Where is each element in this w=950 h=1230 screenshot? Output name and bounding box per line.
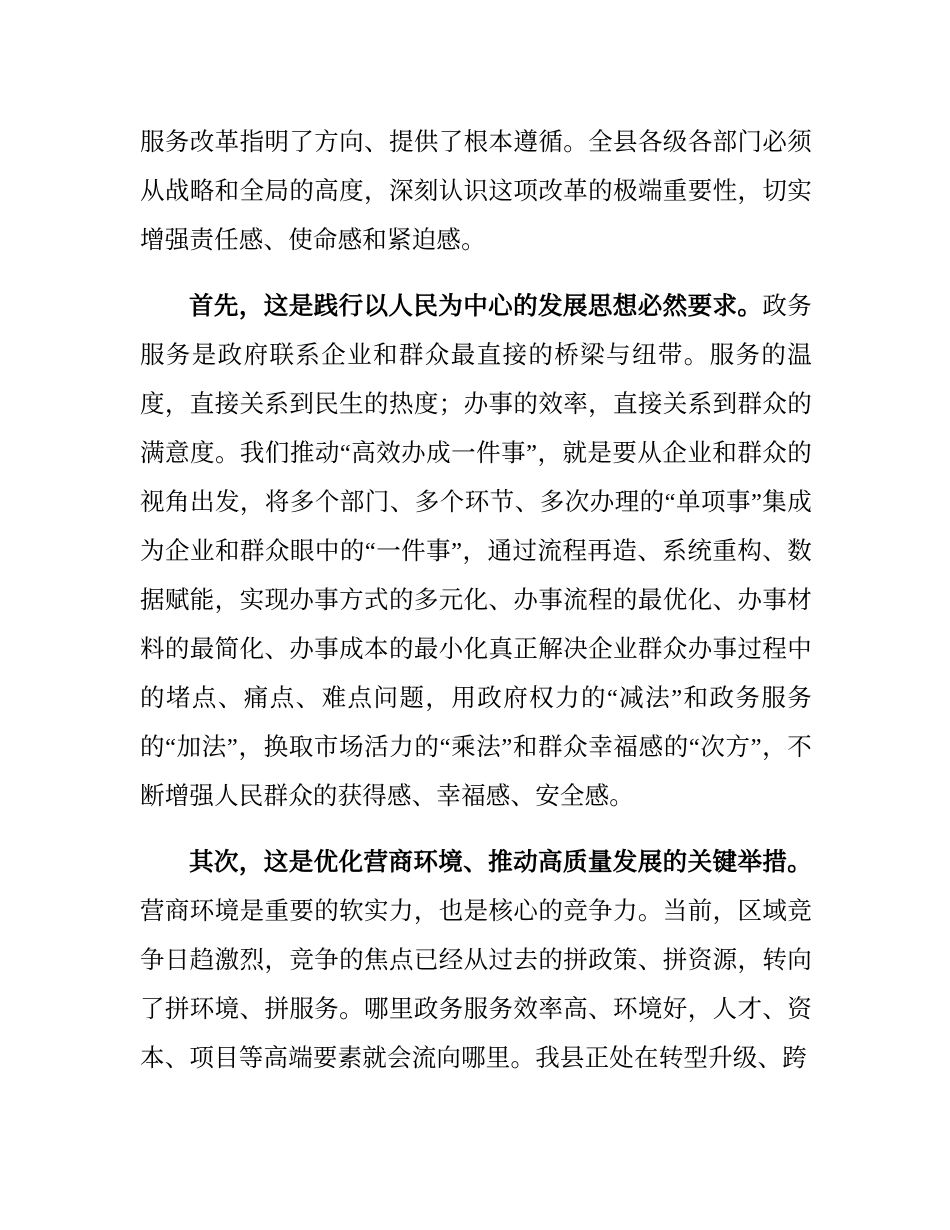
emphasis-lead-text: 首先，这是践行以人民为中心的发展思想必然要求。 xyxy=(189,293,763,320)
emphasis-lead-text: 其次，这是优化营商环境、推动高质量发展的关键举措。 xyxy=(189,849,812,876)
body-text: 服务改革指明了方向、提供了根本遵循。全县各级各部门必须从战略和全局的高度，深刻认识这项改革的极端重要性，切实增强责任感、使命感和紧迫感。 xyxy=(140,129,812,254)
paragraph xyxy=(140,282,812,821)
paragraph xyxy=(140,118,812,265)
body-text: 政务服务是政府联系企业和群众最直接的桥梁与纽带。服务的温度，直接关系到民生的热度；办事的效率，直接关系到群众的满意度。我们推动“高效办成一件事”，就是要从企业和群众的视角出发，将多个部门、多个环节、多次办理的“单项事”集成为企业和群众眼中的“一件事”，通过流程再造、系统重构、数据赋能，实现办事方式的多元化、办事流程的最优化、办事材料的最简化、办事成本的最小化真正解决企业群众办事过程中的堵点、痛点、难点问题，用政府权力的“减法”和政务服务的“加法”，换取市场活力的“乘法”和群众幸福感的“次方”，不断增强人民群众的获得感、幸福感、安全感。 xyxy=(140,293,812,810)
body-text: 营商环境是重要的软实力，也是核心的竞争力。当前，区域竞争日趋激烈，竞争的焦点已经从过去的拼政策、拼资源，转向了拼环境、拼服务。哪里政务服务效率高、环境好，人才、资本、项目等高端要素就会流向哪里。我县正处在转型升级、跨 xyxy=(140,898,812,1072)
paragraph xyxy=(140,838,812,1083)
document-body xyxy=(140,118,812,1083)
